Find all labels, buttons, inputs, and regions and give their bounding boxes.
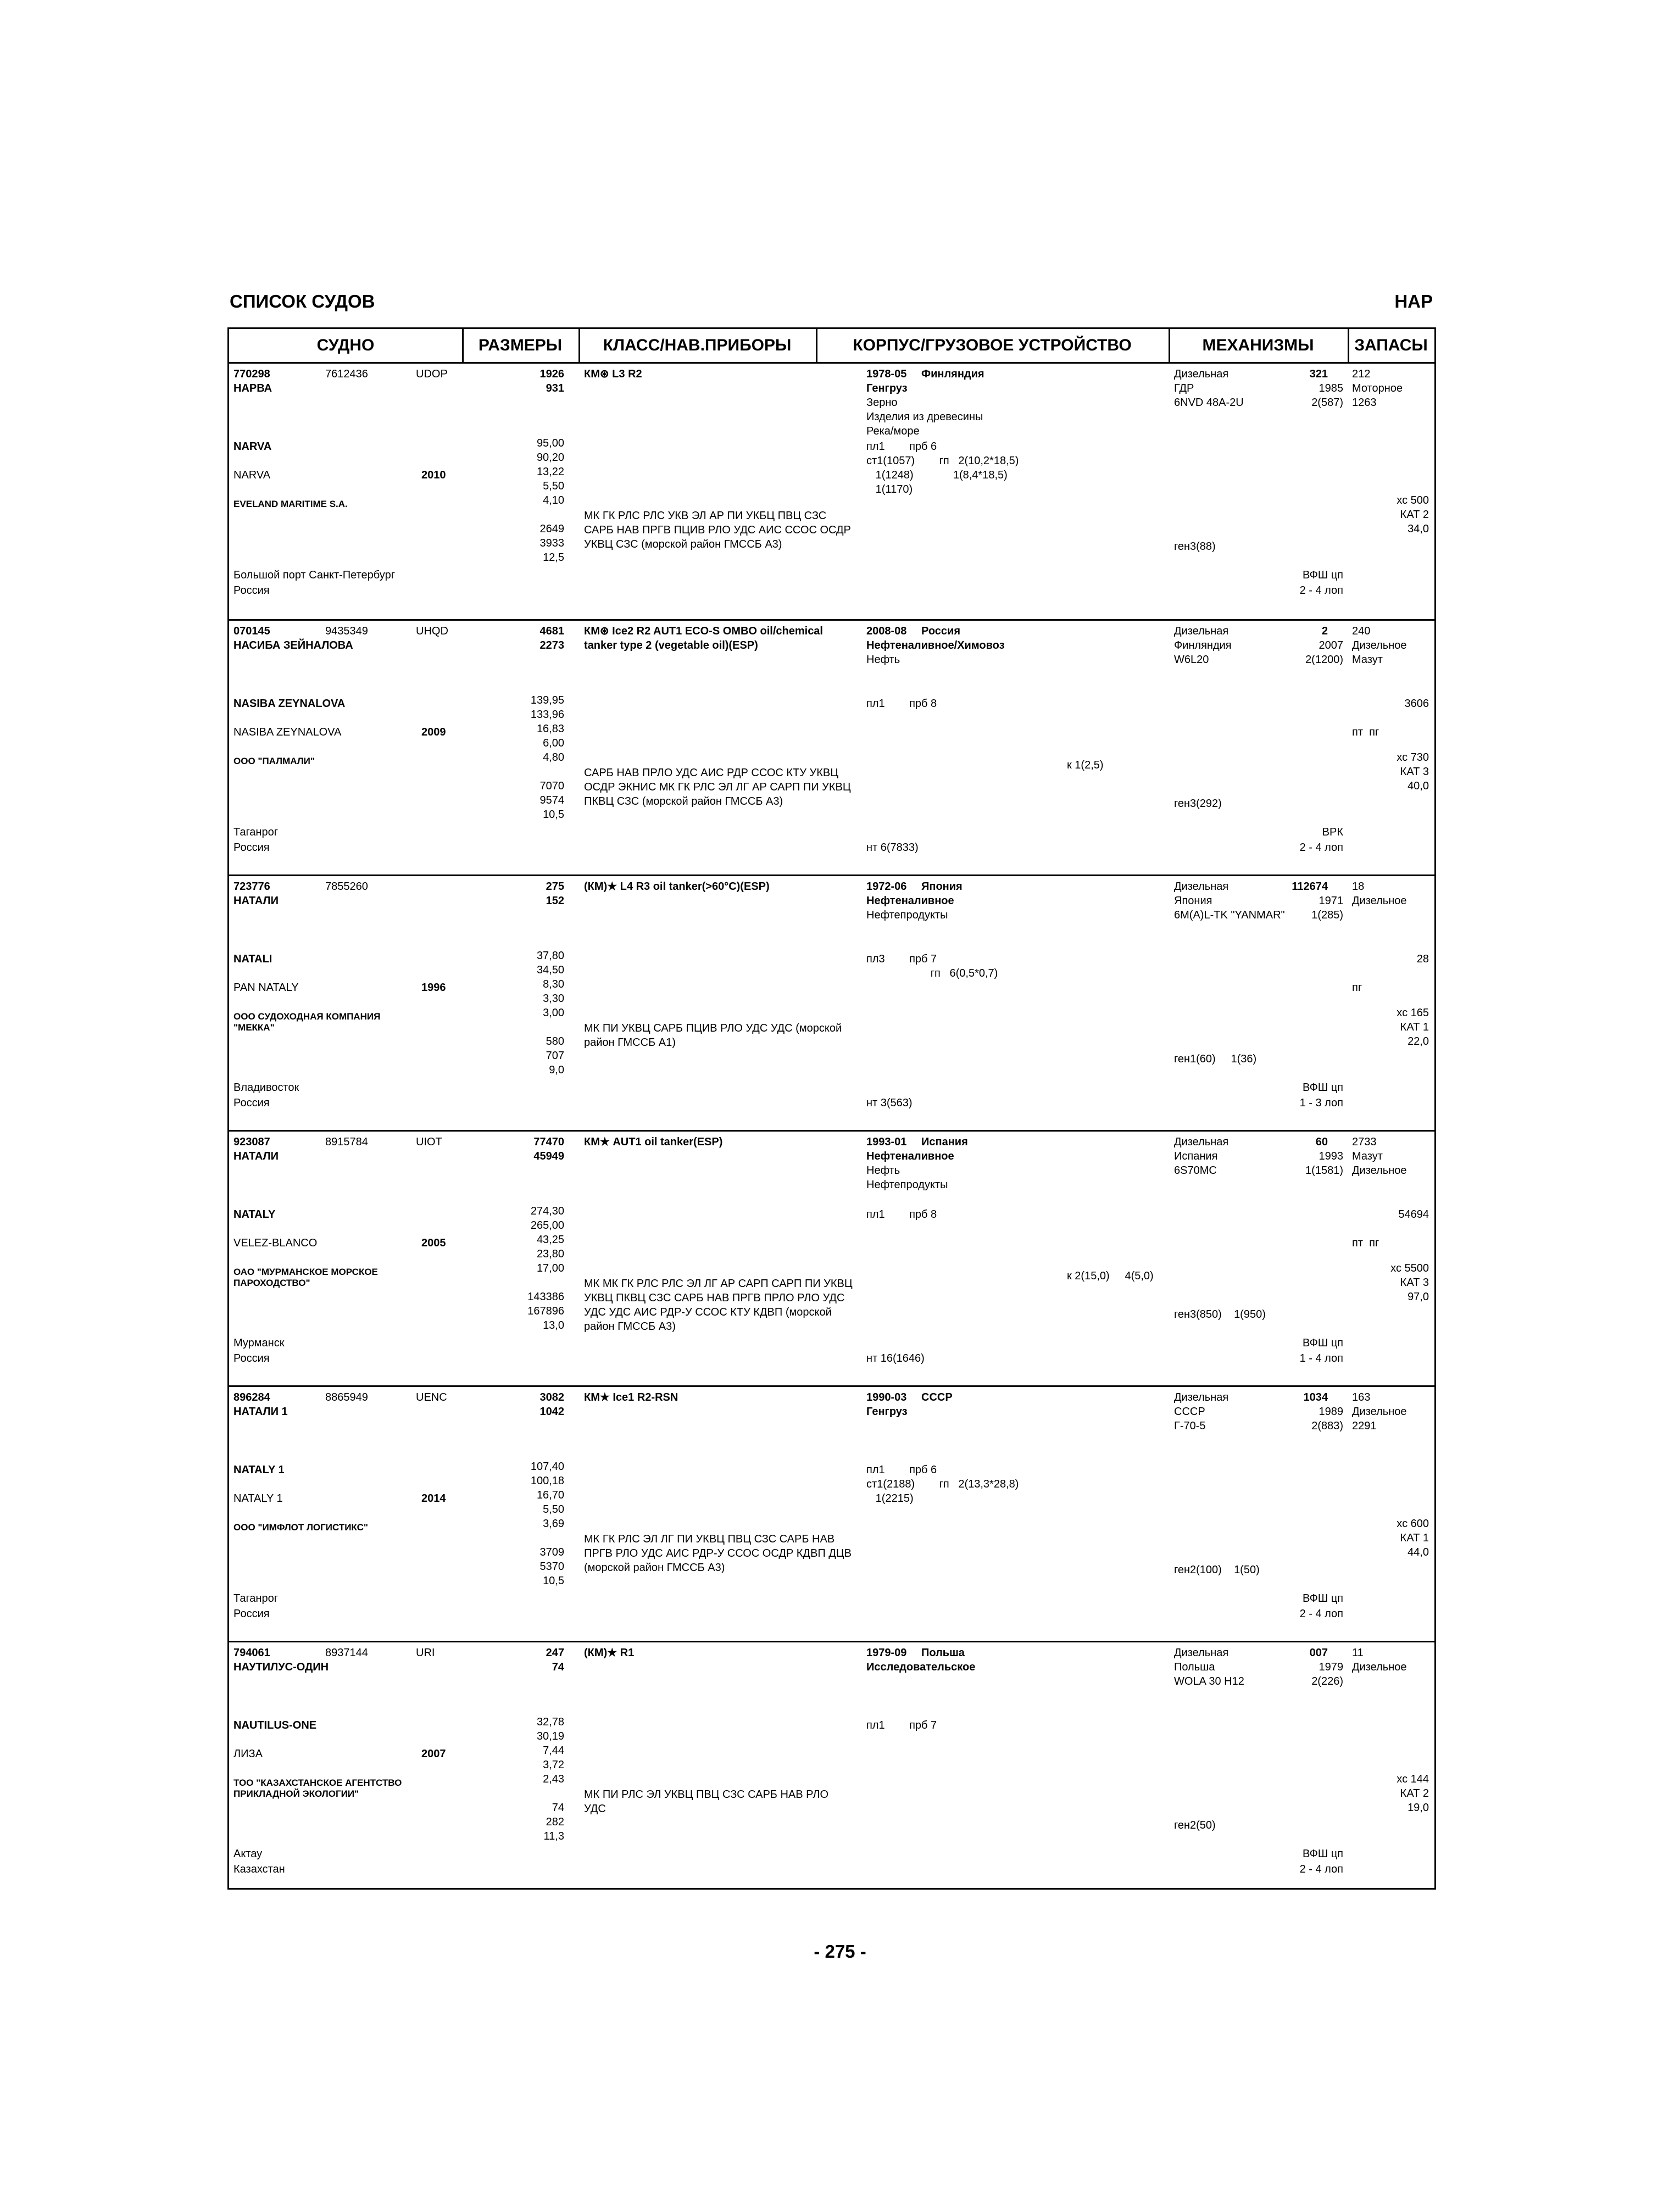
call-sign: UDOP (416, 368, 448, 380)
cargo-types: Нефтеналивное Нефть Нефтепродукты (866, 1150, 954, 1191)
vessel-owner: ОАО "МУРМАНСКОЕ МОРСКОЕ ПАРОХОДСТВО" (233, 1267, 378, 1288)
supply-speed: 97,0 (1408, 1291, 1429, 1303)
call-sign: UHQD (416, 625, 448, 637)
navigation-equipment: МК ГК РЛС РЛС УКВ ЭЛ АР ПИ УКБЦ ПВЦ СЗС САРБ НАВ ПРГВ ПЦИВ РЛО УДС АИС ССОС ОСДР УКВЦ СЗС (морской район ГМССБ А3) (584, 510, 851, 550)
engine-type: Дизельная (1174, 1647, 1229, 1659)
vessel-name-ru: НАУТИЛУС-ОДИН (233, 1661, 329, 1673)
engine-power: 2(226) (1311, 1675, 1343, 1687)
hold-details: пл1 прб 8 (866, 698, 937, 710)
vessel-owner: ООО "ПАЛМАЛИ" (233, 756, 315, 766)
dimension-values: 139,95 133,96 16,83 6,00 4,80 (530, 694, 564, 764)
imo-number: 8937144 (325, 1647, 368, 1659)
call-sign: UENC (416, 1391, 447, 1403)
home-port: Большой порт Санкт-Петербург (233, 569, 396, 581)
vessel-owner: ТОО "КАЗАХСТАНСКОЕ АГЕНТСТВО ПРИКЛАДНОЙ ЭКОЛОГИИ" (233, 1778, 402, 1799)
supply-category: КАТ 3 (1400, 766, 1429, 778)
column-header-row (229, 329, 1434, 364)
yard-number: 2 (1321, 625, 1328, 637)
vessel-name-lat: NARVA (233, 441, 272, 453)
flag-country: Россия (233, 584, 270, 597)
supply-ice: хс 144 (1397, 1773, 1429, 1785)
vessel-record (229, 1641, 1434, 1898)
dimension-values: 107,40 100,18 16,70 5,50 3,69 (530, 1461, 564, 1530)
supply-1: 212 (1352, 368, 1371, 380)
call-sign: URI (416, 1647, 435, 1659)
engine-model: Г-70-5 (1174, 1420, 1206, 1432)
class-notation: (КМ)★ R1 (584, 1647, 635, 1659)
build-year: 1979-09 (866, 1647, 907, 1659)
column-header-machinery: МЕХАНИЗМЫ (1202, 336, 1314, 354)
generators: ген2(50) (1174, 1819, 1216, 1831)
build-year: 2008-08 (866, 625, 907, 637)
net-tonnage: 2273 (539, 639, 564, 651)
supply-3: Мазут (1352, 654, 1383, 666)
cargo-types: Генгруз Зерно Изделия из древесины Река/море (866, 382, 983, 437)
engine-type: Дизельная (1174, 1391, 1229, 1403)
dimension-values: 32,78 30,19 7,44 3,72 2,43 (536, 1716, 564, 1785)
vessel-number: 794061 (233, 1647, 270, 1659)
generators: ген3(850) 1(950) (1174, 1308, 1266, 1321)
deadweight-values: 143386 167896 13,0 (527, 1291, 564, 1332)
engine-model: 6S70MC (1174, 1165, 1217, 1177)
vessel-name-ru: НАРВА (233, 382, 272, 394)
yard-number: 1034 (1303, 1391, 1328, 1403)
supply-category: КАТ 2 (1400, 509, 1429, 521)
home-port: Таганрог (233, 826, 279, 838)
supply-2: Дизельное (1352, 639, 1407, 651)
hold-details: пл1 прб 6 ст1(2188) гп 2(13,3*28,8) 1(2215) (866, 1464, 1019, 1505)
engine-type: Дизельная (1174, 625, 1229, 637)
dimension-values: 95,00 90,20 13,22 5,50 4,10 (536, 437, 564, 506)
former-name-year: 2009 (421, 726, 446, 738)
flag-country: Россия (233, 1352, 270, 1364)
generators: ген1(60) 1(36) (1174, 1053, 1257, 1065)
ship-list-table (227, 327, 1436, 1890)
supply-4: 3606 (1404, 698, 1429, 710)
former-name-year: 2005 (421, 1237, 446, 1249)
engine-type: Дизельная (1174, 368, 1229, 380)
yard-number: 007 (1309, 1647, 1328, 1659)
dimension-values: 274,30 265,00 43,25 23,80 17,00 (530, 1205, 564, 1274)
cargo-types: Исследовательское (866, 1661, 976, 1673)
engine-power: 2(883) (1311, 1420, 1343, 1432)
former-name: VELEZ-BLANCO (233, 1237, 318, 1249)
vessel-name-lat: NAUTILUS-ONE (233, 1719, 317, 1731)
engine-power: 2(1200) (1305, 654, 1343, 666)
section-code: НАР (1394, 291, 1433, 311)
supply-speed: 19,0 (1408, 1802, 1429, 1814)
supply-extra: пг (1352, 982, 1362, 994)
former-name: NASIBA ZEYNALOVA (233, 726, 342, 738)
class-notation: КМ⊛ Ice2 R2 AUT1 ECO-S OMBO oil/chemical tanker type 2 (vegetable oil)(ESP) (584, 625, 823, 651)
propeller-blades: 2 - 4 лоп (1299, 842, 1343, 854)
yard-number: 112674 (1292, 881, 1328, 893)
build-country: Япония (921, 881, 963, 893)
deadweight-values: 74 282 11,3 (543, 1802, 564, 1842)
supply-2: Дизельное (1352, 895, 1407, 907)
page-title: СПИСОК СУДОВ (230, 291, 375, 311)
vessel-name-lat: NATALY (233, 1208, 276, 1221)
build-country: СССР (921, 1391, 953, 1403)
supply-4: 28 (1416, 953, 1429, 965)
former-name: PAN NATALY (233, 982, 299, 994)
supply-ice: хс 730 (1397, 751, 1429, 764)
vessel-name-lat: NASIBA ZEYNALOVA (233, 698, 346, 710)
home-port: Таганрог (233, 1592, 279, 1605)
yard-number: 60 (1315, 1136, 1328, 1148)
vessel-name-ru: НАТАЛИ (233, 1150, 279, 1162)
vessel-number: 770298 (233, 368, 270, 380)
tank-details: нт 6(7833) (866, 842, 919, 854)
propeller: ВФШ цп (1302, 1592, 1343, 1605)
engine-model: W6L20 (1174, 654, 1209, 666)
engine-country: Япония (1174, 895, 1212, 907)
supply-1: 11 (1352, 1647, 1364, 1659)
dimension-values: 37,80 34,50 8,30 3,30 3,00 (536, 950, 564, 1019)
supply-1: 163 (1352, 1391, 1371, 1403)
vessel-name-ru: НАТАЛИ (233, 895, 279, 907)
former-name: ЛИЗА (233, 1748, 263, 1760)
home-port: Владивосток (233, 1082, 299, 1094)
build-country: Польша (921, 1647, 965, 1659)
vessel-number: 070145 (233, 625, 270, 637)
supply-extra: пт пг (1352, 1237, 1379, 1249)
flag-country: Россия (233, 1608, 270, 1620)
former-name: NARVA (233, 469, 271, 481)
engine-year: 1985 (1319, 382, 1343, 394)
hold-details: пл3 прб 7 гп 6(0,5*0,7) (866, 953, 998, 979)
supply-speed: 40,0 (1408, 780, 1429, 792)
column-header-supplies: ЗАПАСЫ (1354, 336, 1428, 354)
cargo-types: Нефтеналивное/Химовоз Нефть (866, 639, 1005, 666)
supply-ice: хс 500 (1397, 494, 1429, 506)
deadweight-values: 2649 3933 12,5 (539, 523, 564, 564)
gross-tonnage: 275 (546, 881, 564, 893)
deadweight-values: 3709 5370 10,5 (539, 1546, 564, 1587)
imo-number: 8915784 (325, 1136, 368, 1148)
vessel-name-lat: NATALY 1 (233, 1464, 285, 1476)
engine-model: 6M(A)L-TK "YANMAR" (1174, 909, 1285, 921)
net-tonnage: 1042 (539, 1406, 564, 1418)
call-sign: UIOT (416, 1136, 442, 1148)
supply-1: 2733 (1352, 1136, 1377, 1148)
engine-model: WOLA 30 H12 (1174, 1675, 1244, 1687)
imo-number: 7855260 (325, 881, 368, 893)
supply-3: Дизельное (1352, 1165, 1407, 1177)
supply-speed: 44,0 (1408, 1546, 1429, 1558)
class-notation: КМ★ Ice1 R2-RSN (584, 1391, 678, 1403)
supply-2: Дизельное (1352, 1661, 1407, 1673)
navigation-equipment: МК ГК РЛС ЭЛ ЛГ ПИ УКВЦ ПВЦ СЗС САРБ НАВ ПРГВ РЛО УДС АИС РДР-У ССОС ОСДР КДВП ДЦВ (морской район ГМССБ А3) (584, 1533, 852, 1574)
navigation-equipment: МК ПИ УКВЦ САРБ ПЦИВ РЛО УДС УДС (морской район ГМССБ А1) (584, 1022, 842, 1049)
engine-country: СССР (1174, 1406, 1205, 1418)
deadweight-values: 7070 9574 10,5 (539, 780, 564, 821)
class-notation: КМ★ AUT1 oil tanker(ESP) (584, 1136, 723, 1148)
supply-ice: хс 165 (1397, 1007, 1429, 1019)
flag-country: Россия (233, 842, 270, 854)
vessel-record (229, 1385, 1434, 1642)
supply-4: 54694 (1398, 1208, 1429, 1221)
supply-category: КАТ 2 (1400, 1787, 1429, 1800)
vessel-record (229, 874, 1434, 1132)
vessel-name-lat: NATALI (233, 953, 272, 965)
build-year: 1972-06 (866, 881, 907, 893)
engine-power: 1(285) (1311, 909, 1343, 921)
engine-type: Дизельная (1174, 881, 1229, 893)
supply-speed: 34,0 (1408, 523, 1429, 535)
former-name-year: 2014 (421, 1492, 446, 1505)
gross-tonnage: 77470 (533, 1136, 564, 1148)
propeller-blades: 2 - 4 лоп (1299, 584, 1343, 597)
former-name-year: 2010 (421, 469, 446, 481)
crane-details: к 2(15,0) 4(5,0) (1067, 1270, 1154, 1282)
engine-power: 2(587) (1311, 397, 1343, 409)
imo-number: 7612436 (325, 368, 368, 380)
engine-year: 1993 (1319, 1150, 1343, 1162)
supply-3: 1263 (1352, 397, 1377, 409)
build-year: 1990-03 (866, 1391, 907, 1403)
propeller: ВФШ цп (1302, 569, 1343, 581)
gross-tonnage: 247 (546, 1647, 564, 1659)
engine-year: 2007 (1319, 639, 1343, 651)
gross-tonnage: 3082 (539, 1391, 564, 1403)
navigation-equipment: МК МК ГК РЛС РЛС ЭЛ ЛГ АР САРП САРП ПИ УКВЦ УКВЦ ПКВЦ СЗС САРБ НАВ ПРГВ ПРЛО РЛО УДС УДС УДС АИС РДР-У ССОС КТУ КДВП (морской район ГМССБ А3) (584, 1278, 853, 1333)
vessel-record (229, 1130, 1434, 1387)
propeller-blades: 2 - 4 лоп (1299, 1863, 1343, 1875)
navigation-equipment: САРБ НАВ ПРЛО УДС АИС РДР ССОС КТУ УКВЦ ОСДР ЭКНИС МК ГК РЛС ЭЛ ЛГ АР САРП ПИ УКВЦ ПКВЦ СЗС (морской район ГМССБ А3) (584, 767, 851, 807)
gross-tonnage: 4681 (539, 625, 564, 637)
vessel-name-ru: НАТАЛИ 1 (233, 1406, 288, 1418)
build-year: 1978-05 (866, 368, 907, 380)
build-country: Финляндия (921, 368, 984, 380)
vessel-owner: ООО "ИМФЛОТ ЛОГИСТИКС" (233, 1522, 368, 1533)
supply-2: Мазут (1352, 1150, 1383, 1162)
vessel-record (229, 619, 1434, 876)
supply-2: Моторное (1352, 382, 1403, 394)
class-notation: КМ⊛ L3 R2 (584, 368, 642, 380)
vessel-owner: ООО СУДОХОДНАЯ КОМПАНИЯ "МЕККА" (233, 1011, 381, 1033)
flag-country: Казахстан (233, 1863, 285, 1875)
net-tonnage: 152 (546, 895, 564, 907)
engine-country: ГДР (1174, 382, 1194, 394)
hold-details: пл1 прб 7 (866, 1719, 937, 1731)
column-header-hull: КОРПУС/ГРУЗОВОЕ УСТРОЙСТВО (853, 336, 1132, 354)
supply-category: КАТ 1 (1400, 1021, 1429, 1033)
column-header-class: КЛАСС/НАВ.ПРИБОРЫ (603, 336, 792, 354)
vessel-number: 896284 (233, 1391, 270, 1403)
engine-year: 1979 (1319, 1661, 1343, 1673)
home-port: Мурманск (233, 1337, 285, 1349)
supply-category: КАТ 1 (1400, 1532, 1429, 1544)
imo-number: 9435349 (325, 625, 368, 637)
vessel-number: 923087 (233, 1136, 270, 1148)
engine-type: Дизельная (1174, 1136, 1229, 1148)
tank-details: нт 3(563) (866, 1097, 913, 1109)
supply-ice: хс 5500 (1390, 1262, 1429, 1274)
page-number: - 275 - (814, 1941, 866, 1962)
propeller: ВФШ цп (1302, 1082, 1343, 1094)
vessel-record (229, 364, 1434, 619)
class-notation: (КМ)★ L4 R3 oil tanker(>60°C)(ESP) (584, 881, 770, 893)
build-country: Россия (921, 625, 961, 637)
generators: ген2(100) 1(50) (1174, 1564, 1260, 1576)
home-port: Актау (233, 1848, 263, 1860)
supply-1: 18 (1352, 881, 1365, 893)
cargo-types: Генгруз (866, 1406, 908, 1418)
build-country: Испания (921, 1136, 968, 1148)
engine-model: 6NVD 48A-2U (1174, 397, 1244, 409)
supply-2: Дизельное (1352, 1406, 1407, 1418)
hold-details: пл1 прб 8 (866, 1208, 937, 1221)
engine-year: 1971 (1319, 895, 1343, 907)
yard-number: 321 (1309, 368, 1328, 380)
vessel-owner: EVELAND MARITIME S.A. (233, 499, 348, 509)
column-header-dimensions: РАЗМЕРЫ (478, 336, 563, 354)
engine-country: Финляндия (1174, 639, 1232, 651)
former-name-year: 2007 (421, 1748, 446, 1760)
propeller: ВФШ цп (1302, 1337, 1343, 1349)
crane-details: к 1(2,5) (1067, 759, 1104, 771)
propeller-blades: 1 - 3 лоп (1299, 1097, 1343, 1109)
engine-country: Испания (1174, 1150, 1218, 1162)
build-year: 1993-01 (866, 1136, 907, 1148)
generators: ген3(88) (1174, 541, 1216, 553)
net-tonnage: 74 (552, 1661, 564, 1673)
flag-country: Россия (233, 1097, 270, 1109)
former-name: NATALY 1 (233, 1492, 283, 1505)
cargo-types: Нефтеналивное Нефтепродукты (866, 895, 954, 921)
engine-power: 1(1581) (1305, 1165, 1343, 1177)
propeller-blades: 1 - 4 лоп (1299, 1352, 1343, 1364)
generators: ген3(292) (1174, 798, 1222, 810)
supply-ice: хс 600 (1397, 1518, 1429, 1530)
deadweight-values: 580 707 9,0 (546, 1035, 564, 1076)
column-header-vessel: СУДНО (316, 336, 375, 354)
engine-year: 1989 (1319, 1406, 1343, 1418)
supply-3: 2291 (1352, 1420, 1377, 1432)
net-tonnage: 931 (546, 382, 564, 394)
tank-details: нт 16(1646) (866, 1352, 925, 1364)
engine-country: Польша (1174, 1661, 1215, 1673)
supply-extra: пт пг (1352, 726, 1379, 738)
gross-tonnage: 1926 (539, 368, 564, 380)
imo-number: 8865949 (325, 1391, 368, 1403)
former-name-year: 1996 (421, 982, 446, 994)
propeller-blades: 2 - 4 лоп (1299, 1608, 1343, 1620)
net-tonnage: 45949 (533, 1150, 564, 1162)
hold-details: пл1 прб 6 ст1(1057) гп 2(10,2*18,5) 1(1248) 1(8,4*18,5) 1(1170) (866, 441, 1019, 495)
supply-speed: 22,0 (1408, 1035, 1429, 1048)
propeller: ВРК (1322, 826, 1343, 838)
supply-1: 240 (1352, 625, 1371, 637)
supply-category: КАТ 3 (1400, 1277, 1429, 1289)
vessel-name-ru: НАСИБА ЗЕЙНАЛОВА (233, 639, 353, 651)
vessel-number: 723776 (233, 881, 270, 893)
propeller: ВФШ цп (1302, 1848, 1343, 1860)
navigation-equipment: МК ПИ РЛС ЭЛ УКВЦ ПВЦ СЗС САРБ НАВ РЛО УДС (584, 1789, 829, 1815)
